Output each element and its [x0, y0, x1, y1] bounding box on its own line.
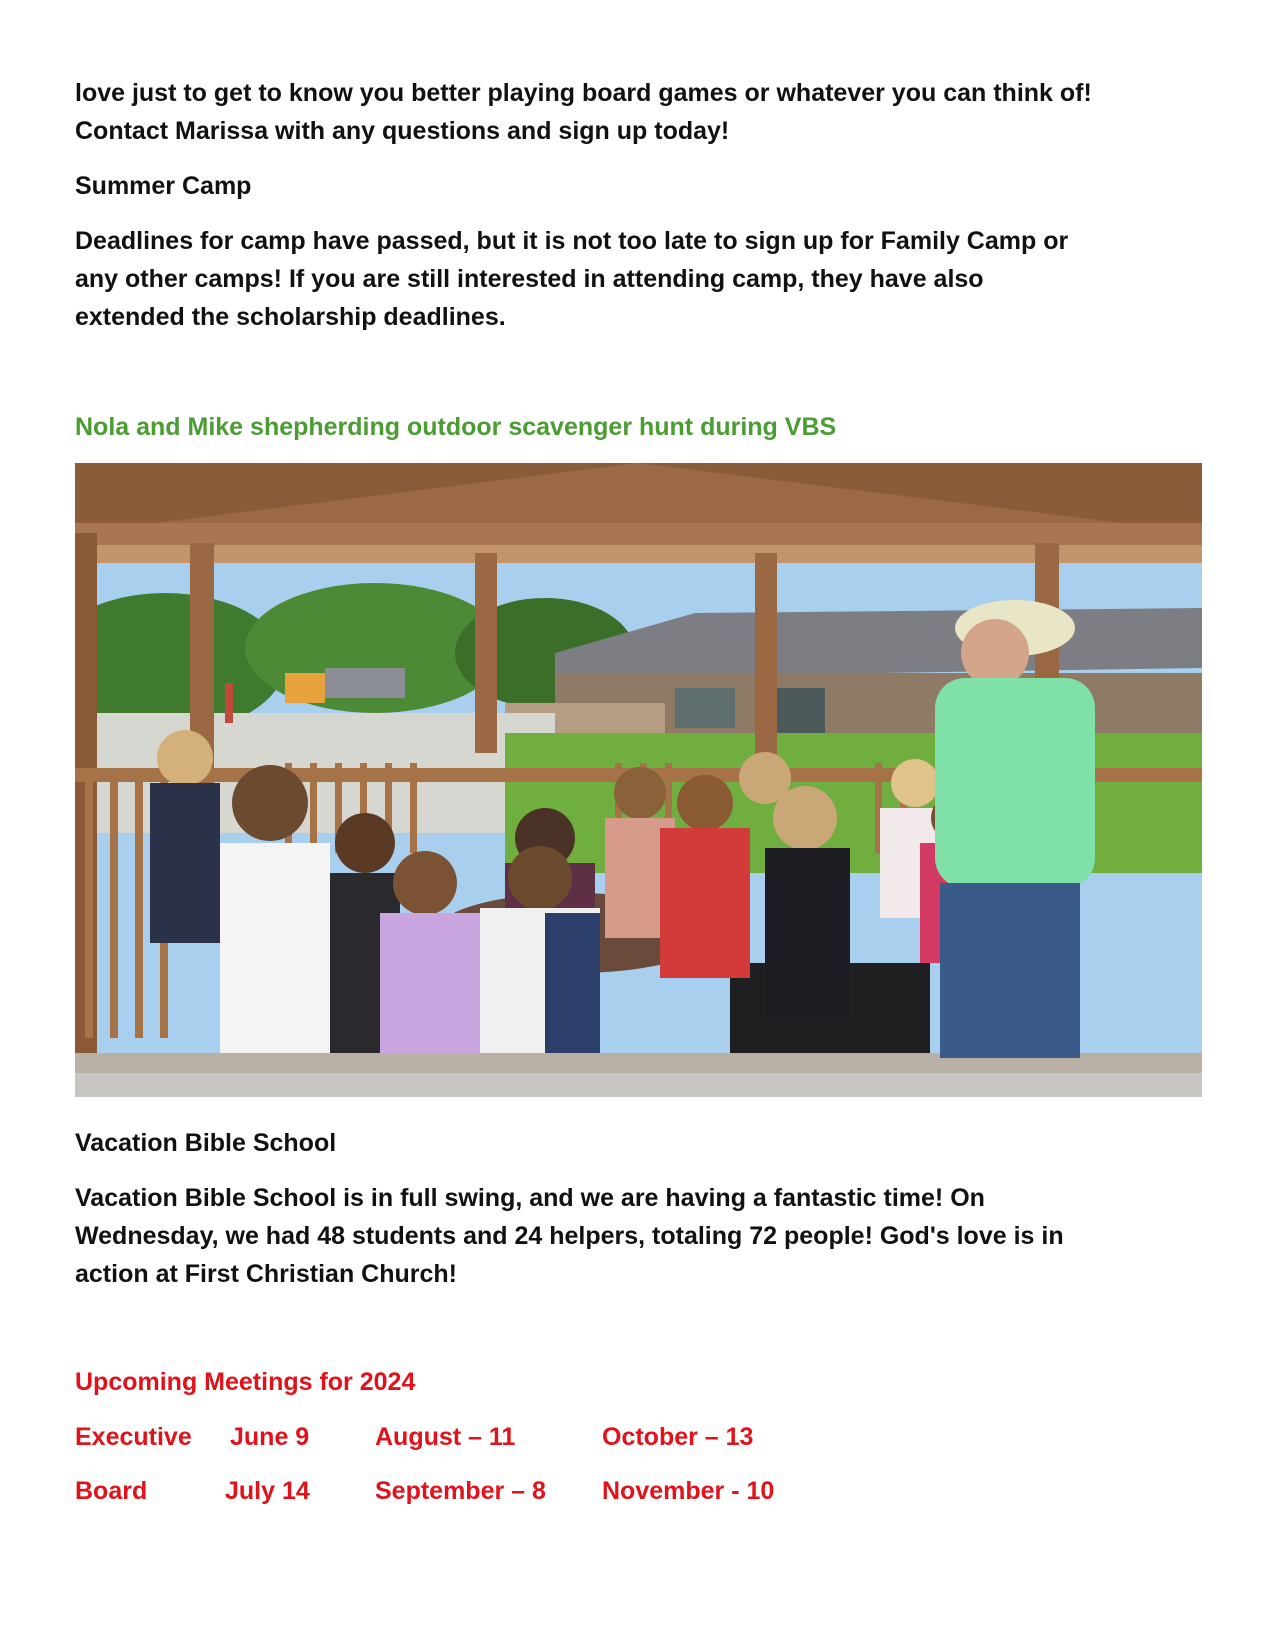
meetings-heading: Upcoming Meetings for 2024: [75, 1368, 416, 1396]
vbs-line-1: Vacation Bible School is in full swing, and we are having a fantastic time! On: [75, 1184, 985, 1212]
meeting-date: September – 8: [375, 1477, 546, 1505]
vbs-line-3: action at First Christian Church!: [75, 1260, 457, 1288]
summer-camp-line-1: Deadlines for camp have passed, but it is not too late to sign up for Family Camp or: [75, 227, 1069, 255]
summer-camp-line-2: any other camps! If you are still interested in attending camp, they have also: [75, 265, 984, 293]
meeting-label-board: Board: [75, 1477, 148, 1505]
meeting-date: November - 10: [602, 1477, 775, 1505]
meeting-label-executive: Executive: [75, 1423, 192, 1451]
intro-line-2: Contact Marissa with any questions and sign up today!: [75, 117, 730, 145]
vbs-line-2: Wednesday, we had 48 students and 24 helpers, totaling 72 people! God's love is in: [75, 1222, 1064, 1250]
vbs-photo: [75, 463, 1202, 1097]
vbs-photo-illustration: [75, 463, 1202, 1097]
meeting-date: August – 11: [375, 1423, 516, 1451]
vbs-heading: Vacation Bible School: [75, 1129, 337, 1157]
photo-caption: Nola and Mike shepherding outdoor scavenger hunt during VBS: [75, 413, 837, 441]
summer-camp-heading: Summer Camp: [75, 172, 252, 200]
intro-line-1: love just to get to know you better playing board games or whatever you can think of!: [75, 79, 1092, 107]
meeting-date: June 9: [230, 1423, 310, 1451]
meeting-date: October – 13: [602, 1423, 754, 1451]
meeting-date: July 14: [225, 1477, 310, 1505]
summer-camp-line-3: extended the scholarship deadlines.: [75, 303, 506, 331]
